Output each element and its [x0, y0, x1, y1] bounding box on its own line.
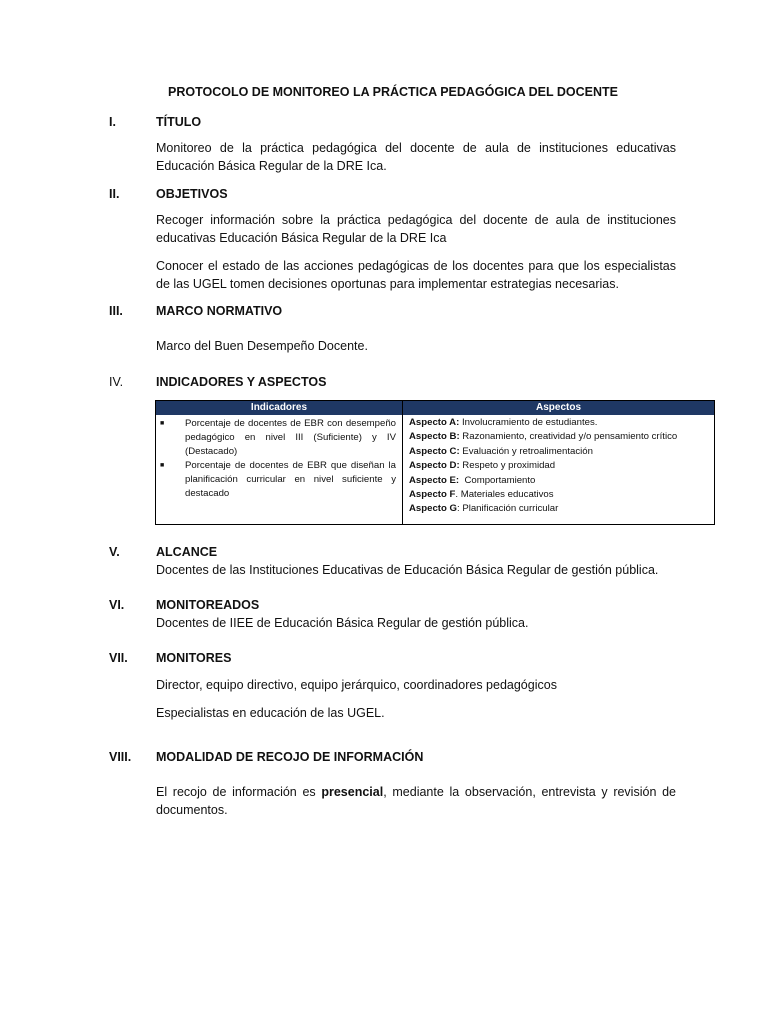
aspect-item: [409, 502, 710, 516]
indicator-item: [160, 417, 396, 459]
modalidad-text-bold: presencial: [321, 785, 384, 799]
section-number-7: VII.: [109, 651, 128, 665]
modalidad-paragraph: [156, 783, 676, 819]
indicator-item: [160, 459, 396, 501]
section-heading-titulo: TÍTULO: [156, 115, 202, 129]
alcance-paragraph: Docentes de las Instituciones Educativas de Educación Básica Regular de gestión pública.: [156, 563, 659, 577]
section-heading-modalidad: MODALIDAD DE RECOJO DE INFORMACIÓN: [156, 750, 424, 764]
objetivo-paragraph-2: Conocer el estado de las acciones pedagógicas de los docentes para que los especialistas de las UGEL tomen decisiones oportunas para implementar estrategias necesarias.: [156, 259, 676, 291]
aspect-item: [409, 474, 710, 488]
aspect-text: Razonamiento, creatividad y/o pensamiento crítico: [459, 431, 678, 443]
document-title: PROTOCOLO DE MONITOREO LA PRÁCTICA PEDAGÓGICA DEL DOCENTE: [167, 85, 619, 99]
aspect-item: [409, 459, 710, 473]
section-heading-alcance: ALCANCE: [156, 545, 218, 559]
aspect-item: [409, 445, 710, 459]
aspect-text: Respeto y proximidad: [459, 460, 556, 472]
section-heading-objetivos: OBJETIVOS: [156, 187, 228, 201]
square-bullet-icon: ■: [160, 420, 165, 427]
aspect-label: Aspecto B:: [409, 431, 460, 443]
section-number-4: IV.: [109, 375, 124, 389]
table-header-aspectos: Aspectos: [403, 401, 714, 415]
objetivo-paragraph-1: Recoger información sobre la práctica pedagógica del docente de aula de instituciones educativas Educación Básica Regular de la DRE Ica: [156, 213, 676, 245]
aspect-text: Evaluación y retroalimentación: [459, 445, 593, 457]
marco-normativo-paragraph: Marco del Buen Desempeño Docente.: [156, 339, 368, 353]
aspect-label: Aspecto E:: [409, 474, 460, 486]
aspect-item: [409, 430, 710, 444]
monitores-paragraph-2: Especialistas en educación de las UGEL.: [156, 706, 385, 720]
section-number-8: VIII.: [109, 750, 132, 764]
monitores-paragraph-1: Director, equipo directivo, equipo jerárquico, coordinadores pedagógicos: [156, 678, 557, 692]
indicators-cell: [156, 415, 403, 524]
aspect-label: Aspecto G: [409, 503, 457, 515]
aspect-label: Aspecto C:: [409, 445, 460, 457]
square-bullet-icon: ■: [160, 462, 165, 469]
indicators-table: [155, 400, 715, 525]
section-number-3: III.: [109, 304, 123, 318]
aspect-text: Comportamiento: [459, 474, 536, 486]
aspect-label: Aspecto D:: [409, 460, 460, 472]
section-number-6: VI.: [109, 598, 125, 612]
aspect-item: [409, 416, 710, 430]
section-heading-indicadores: INDICADORES Y ASPECTOS: [156, 375, 327, 389]
modalidad-text-after: , mediante la observación, entrevista y revisión de documentos.: [156, 785, 676, 817]
aspect-text: : Planificación curricular: [456, 503, 559, 515]
monitoreados-paragraph: Docentes de IIEE de Educación Básica Regular de gestión pública.: [156, 616, 529, 630]
aspects-cell: [403, 415, 714, 524]
titulo-paragraph: Monitoreo de la práctica pedagógica del docente de aula de instituciones educativas Educación Básica Regular de la DRE Ica.: [156, 141, 676, 173]
indicator-text: Porcentaje de docentes de EBR con desempeño pedagógico en nivel III (Suficiente) y IV (Destacado): [185, 418, 396, 457]
section-heading-marco-normativo: MARCO NORMATIVO: [156, 304, 283, 318]
aspect-label: Aspecto A:: [409, 417, 460, 428]
aspect-item: [409, 488, 710, 502]
section-number-1: I.: [109, 115, 116, 129]
indicator-text: Porcentaje de docentes de EBR que diseñan la planificación curricular en nivel suficiente y destacado: [185, 460, 396, 499]
aspect-text: . Materiales educativos: [455, 489, 554, 501]
table-header-indicadores: Indicadores: [156, 401, 403, 415]
aspect-text: Involucramiento de estudiantes.: [459, 417, 598, 428]
modalidad-text-before: El recojo de información es: [156, 785, 322, 799]
section-number-2: II.: [109, 187, 120, 201]
aspect-label: Aspecto F: [409, 489, 456, 501]
section-heading-monitoreados: MONITOREADOS: [156, 598, 260, 612]
section-heading-monitores: MONITORES: [156, 651, 232, 665]
section-number-5: V.: [109, 545, 120, 559]
